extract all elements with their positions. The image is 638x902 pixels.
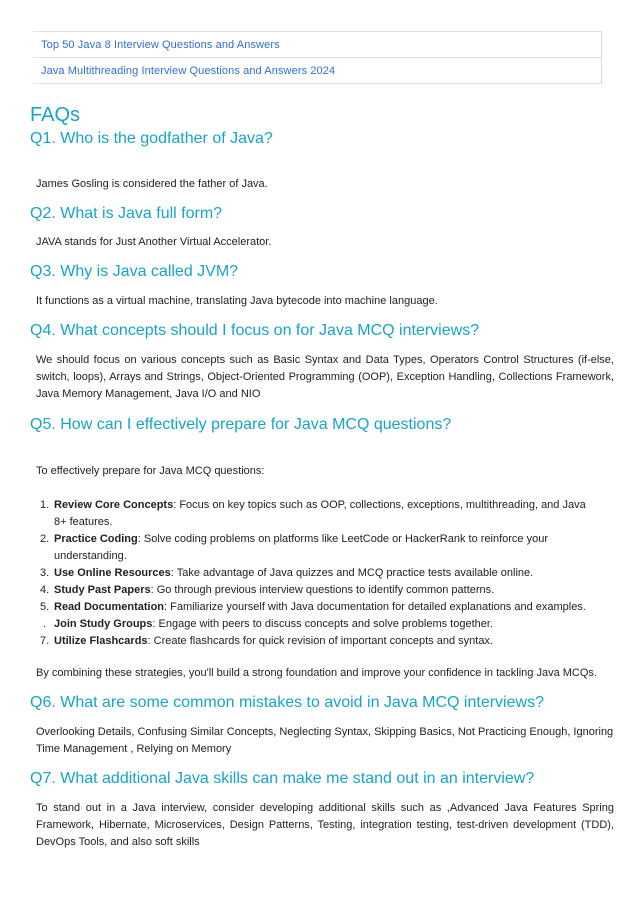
faq-question-6: Q6. What are some common mistakes to avoid in Java MCQ interviews? <box>30 694 544 711</box>
faq-question-2: Q2. What is Java full form? <box>30 205 223 222</box>
faq-question-4: Q4. What concepts should I focus on for Java MCQ interviews? <box>30 322 480 339</box>
faq-answer-2: JAVA stands for Just Another Virtual Accelerator. <box>36 236 272 248</box>
related-link-row <box>33 58 601 84</box>
list-item: 1. Review Core Concepts: Focus on key topics such as OOP, collections, exceptions, multithreading, and Java 8+ features. <box>40 499 586 528</box>
list-item: 7. Utilize Flashcards: Create flashcards for quick revision of important concepts and syntax. <box>40 635 493 647</box>
related-link-java8[interactable]: Top 50 Java 8 Interview Questions and Answers <box>41 38 280 51</box>
faq-question-3: Q3. Why is Java called JVM? <box>30 263 239 280</box>
list-item: 2. Practice Coding: Solve coding problems on platforms like LeetCode or HackerRank to reinforce your understanding. <box>40 533 549 562</box>
faq-question-7: Q7. What additional Java skills can make me stand out in an interview? <box>30 770 535 787</box>
faq-answer-6: Overlooking Details, Confusing Similar Concepts, Neglecting Syntax, Skipping Basics, Not Practicing Enough, Ignoring Time Management , Relying on Memory <box>36 726 614 755</box>
faq-question-5: Q5. How can I effectively prepare for Java MCQ questions? <box>30 416 452 433</box>
faq-answer-5-intro: To effectively prepare for Java MCQ questions: <box>36 465 265 477</box>
list-item: . Join Study Groups: Engage with peers to discuss concepts and solve problems together. <box>43 618 493 630</box>
faq-answer-5-conclusion: By combining these strategies, you'll build a strong foundation and improve your confidence in tackling Java MCQs. <box>36 667 597 679</box>
related-link-multithreading[interactable]: Java Multithreading Interview Questions and Answers 2024 <box>41 64 336 77</box>
preparation-steps-list <box>36 497 596 650</box>
related-link-row <box>33 32 601 58</box>
faq-question-1: Q1. Who is the godfather of Java? <box>30 130 273 147</box>
faq-answer-3: It functions as a virtual machine, translating Java bytecode into machine language. <box>36 295 438 307</box>
list-item: 3. Use Online Resources: Take advantage of Java quizzes and MCQ practice tests available online. <box>40 567 534 579</box>
faqs-title: FAQs <box>30 104 81 126</box>
list-item: 5. Read Documentation: Familiarize yourself with Java documentation for detailed explanations and examples. <box>40 601 586 613</box>
faq-answer-7: To stand out in a Java interview, consider developing additional skills such as ,Advanced Java Features Spring Framework, Hibernate, Microservices, Design Patterns, Testing, integration testing, test-driven development (TDD), DevOps Tools, and also soft skills <box>36 802 614 848</box>
related-links-table <box>33 31 602 84</box>
list-item: 4. Study Past Papers: Go through previous interview questions to identify common patterns. <box>40 584 495 596</box>
faq-answer-4: We should focus on various concepts such as Basic Syntax and Data Types, Operators Control Structures (if-else, switch, loops), Arrays and Strings, Object-Oriented Programming (OOP), Exception Handling, Collections Framework, Java Memory Management, Java I/O and NIO <box>36 354 614 400</box>
faq-answer-1: James Gosling is considered the father of Java. <box>36 178 268 190</box>
